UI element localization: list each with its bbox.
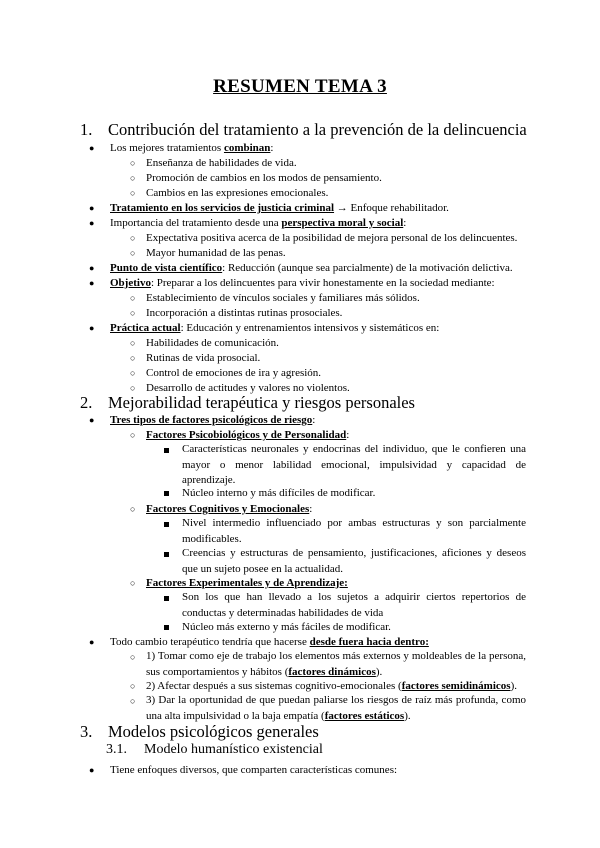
- s1-b1-sub-2: Promoción de cambios en los modos de pensamiento.: [146, 172, 382, 184]
- s1-b1-emphasis: combinan: [223, 142, 271, 154]
- s2-factor-3: [146, 576, 348, 590]
- bullet-dot-icon: ●: [89, 263, 95, 273]
- s2-factor-1: [146, 428, 349, 442]
- bullet-circle-icon: ○: [130, 504, 136, 514]
- bullet-circle-icon: ○: [130, 338, 136, 348]
- s2-bullet-1: [110, 413, 315, 427]
- bullet-dot-icon: ●: [89, 765, 95, 775]
- bullet-circle-icon: ○: [130, 652, 136, 662]
- s1-bullet-6: [110, 321, 439, 335]
- s2-c1-end: ).: [375, 665, 383, 678]
- bullet-square-icon: [164, 596, 169, 601]
- bullet-circle-icon: ○: [130, 158, 136, 168]
- s2-c3-emphasis: factores estáticos: [324, 709, 405, 722]
- s2-b1-colon: :: [312, 414, 316, 426]
- bullet-dot-icon: ●: [89, 278, 95, 288]
- section-1-number: 1.: [80, 120, 93, 139]
- s2-f1-colon: :: [346, 429, 350, 441]
- s1-b1-colon: :: [270, 142, 274, 154]
- s1-b6-text: : Educación y entrenamientos intensivos y sistemáticos en:: [180, 322, 440, 334]
- s1-b3-sub-2: Mayor humanidad de las penas.: [146, 247, 286, 259]
- s2-f2-item-2: Creencias y estructuras de pensamiento, justificaciones, aficiones y deseos que un sujeto posee en la actualidad.: [182, 547, 526, 575]
- section-3-heading: [80, 722, 319, 742]
- s2-b2-emphasis: desde fuera hacia dentro:: [309, 636, 429, 648]
- s3-bullet-1: Tiene enfoques diversos, que comparten características comunes:: [110, 764, 398, 776]
- s1-bullet-3: [110, 216, 406, 230]
- s2-f2-emphasis: Factores Cognitivos y Emocionales: [146, 503, 310, 515]
- s2-f1-item-2: Núcleo interno y más difíciles de modificar.: [182, 487, 376, 499]
- bullet-circle-icon: ○: [130, 188, 136, 198]
- s2-change-2: [146, 679, 517, 693]
- s2-c2-text: 2) Afectar después a sus sistemas cognitivo-emocionales (: [146, 680, 402, 692]
- subsection-3-1-number: 3.1.: [106, 742, 127, 757]
- s2-f1-item-1: Características neuronales y endocrinas del individuo, que le confieren una mayor o menor labilidad emocional, impulsividad y capacidad de aprendizaje.: [182, 443, 526, 486]
- s1-b5-sub-2: Incorporación a distintas rutinas prosociales.: [146, 307, 343, 319]
- bullet-square-icon: [164, 491, 169, 496]
- bullet-circle-icon: ○: [130, 233, 136, 243]
- s2-c1-emphasis: factores dinámicos: [288, 665, 376, 678]
- bullet-dot-icon: ●: [89, 218, 95, 228]
- bullet-square-icon: [164, 552, 169, 557]
- s1-b5-text: : Preparar a los delincuentes para vivir honestamente en la sociedad mediante:: [150, 277, 495, 289]
- s2-f1-emphasis: Factores Psicobiológicos y de Personalidad: [146, 429, 347, 441]
- s2-c2-end: ).: [510, 680, 517, 692]
- s1-b6-sub-1: Habilidades de comunicación.: [146, 337, 279, 349]
- s2-b1-emphasis: Tres tipos de factores psicológicos de riesgo: [110, 414, 313, 426]
- section-3-number: 3.: [80, 722, 93, 741]
- bullet-dot-icon: ●: [89, 637, 95, 647]
- section-2-title: Mejorabilidad terapéutica y riesgos personales: [108, 393, 415, 412]
- bullet-dot-icon: ●: [89, 323, 95, 333]
- s1-bullet-5: [110, 276, 495, 290]
- s2-factor-2: [146, 502, 312, 516]
- s1-b6-sub-2: Rutinas de vida prosocial.: [146, 352, 261, 364]
- bullet-circle-icon: ○: [130, 173, 136, 183]
- s1-b3-emphasis: perspectiva moral y social: [281, 217, 404, 229]
- s2-c2-emphasis: factores semidinámicos: [401, 680, 511, 692]
- bullet-circle-icon: ○: [130, 578, 136, 588]
- s1-bullet-4: [110, 261, 513, 275]
- bullet-circle-icon: ○: [130, 308, 136, 318]
- bullet-dot-icon: ●: [89, 203, 95, 213]
- s2-b2-text: Todo cambio terapéutico tendría que hacerse: [110, 636, 310, 648]
- bullet-circle-icon: ○: [130, 681, 136, 691]
- s2-change-1: [146, 649, 526, 680]
- bullet-circle-icon: ○: [130, 293, 136, 303]
- s1-b3-sub-1: Expectativa positiva acerca de la posibilidad de mejora personal de los delincuentes.: [146, 232, 518, 244]
- s2-f2-item-1: Nivel intermedio influenciado por ambas estructuras y son parcialmente modificables.: [182, 517, 526, 545]
- s1-b1-text: Los mejores tratamientos: [110, 142, 224, 154]
- s1-b1-sub-3: Cambios en las expresiones emocionales.: [146, 187, 329, 199]
- s1-b5-emphasis: Objetivo: [110, 277, 151, 289]
- bullet-dot-icon: ●: [89, 415, 95, 425]
- section-2-number: 2.: [80, 393, 93, 412]
- s1-b2-emphasis: Tratamiento en los servicios de justicia criminal: [110, 202, 335, 214]
- s2-change-3: [146, 693, 526, 724]
- bullet-circle-icon: ○: [130, 248, 136, 258]
- bullet-circle-icon: ○: [130, 696, 136, 706]
- s1-b4-text: : Reducción (aunque sea parcialmente) de la motivación delictiva.: [222, 262, 513, 274]
- s1-b3-colon: :: [403, 217, 407, 229]
- s2-f3-item-1: Son los que han llevado a los sujetos a adquirir ciertos repertorios de conductas y determinadas habilidades de vida: [182, 591, 526, 619]
- s1-bullet-1: [110, 141, 273, 155]
- s2-c1-text: 1) Tomar como eje de trabajo los elementos más externos y moldeables de la persona, sus comportamientos y hábitos (: [146, 650, 526, 678]
- bullet-square-icon: [164, 448, 169, 453]
- s1-b1-sub-1: Enseñanza de habilidades de vida.: [146, 157, 297, 169]
- s1-b3-text: Importancia del tratamiento desde una: [110, 217, 282, 229]
- s1-b2-text: → Enfoque rehabilitador.: [334, 202, 449, 214]
- s2-c3-end: ).: [404, 709, 411, 722]
- s1-b6-sub-4: Desarrollo de actitudes y valores no violentos.: [146, 382, 350, 394]
- s1-b6-emphasis: Práctica actual: [110, 322, 181, 334]
- bullet-circle-icon: ○: [130, 353, 136, 363]
- s1-bullet-2: [110, 201, 449, 215]
- bullet-circle-icon: ○: [130, 368, 136, 378]
- bullet-dot-icon: ●: [89, 143, 95, 153]
- s2-f3-emphasis: Factores Experimentales y de Aprendizaje:: [146, 577, 348, 589]
- section-1-heading: [80, 120, 527, 140]
- page-title: RESUMEN TEMA 3: [213, 76, 387, 97]
- s1-b5-sub-1: Establecimiento de vínculos sociales y familiares más sólidos.: [146, 292, 420, 304]
- s1-b6-sub-3: Control de emociones de ira y agresión.: [146, 367, 322, 379]
- s2-bullet-2: [110, 635, 429, 649]
- s2-f2-colon: :: [309, 503, 313, 515]
- bullet-square-icon: [164, 625, 169, 630]
- s2-f3-item-2: Núcleo más externo y más fáciles de modificar.: [182, 621, 391, 633]
- subsection-3-1-heading: [106, 742, 323, 758]
- subsection-3-1-title: Modelo humanístico existencial: [144, 742, 323, 757]
- section-3-title: Modelos psicológicos generales: [108, 722, 319, 741]
- bullet-circle-icon: ○: [130, 383, 136, 393]
- bullet-square-icon: [164, 522, 169, 527]
- section-1-title: Contribución del tratamiento a la prevención de la delincuencia: [108, 120, 527, 139]
- s2-c3-text: 3) Dar la oportunidad de que puedan paliarse los riesgos de raíz más profunda, como una alta impulsividad o la baja empatía (: [146, 694, 526, 722]
- s1-b4-emphasis: Punto de vista científico: [110, 262, 223, 274]
- bullet-circle-icon: ○: [130, 430, 136, 440]
- section-2-heading: [80, 393, 415, 413]
